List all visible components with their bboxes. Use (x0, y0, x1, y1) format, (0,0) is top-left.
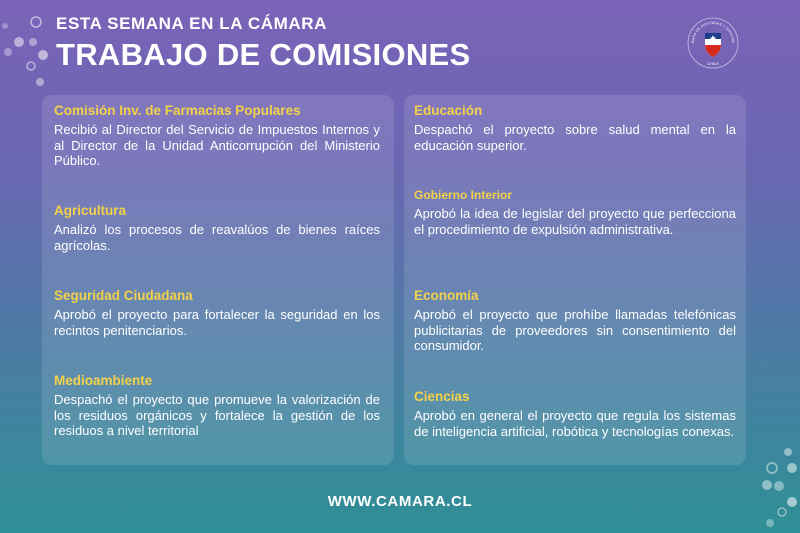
right-panel (404, 95, 746, 465)
committee-description: Despachó el proyecto sobre salud mental en la educación superior. (414, 122, 736, 153)
decorative-dots-top-left (0, 0, 60, 90)
committee-item (414, 188, 736, 237)
committee-title: Medioambiente (54, 373, 153, 388)
committee-title: Gobierno Interior (414, 188, 513, 202)
header-kicker: ESTA SEMANA EN LA CÁMARA (56, 14, 327, 33)
committee-item (54, 203, 380, 253)
committee-item (54, 103, 380, 169)
committee-description: Recibió al Director del Servicio de Impuestos Internos y al Director de la Unidad Anticorrupción del Ministerio Público. (54, 122, 380, 168)
committee-description: Aprobó en general el proyecto que regula los sistemas de inteligencia artificial, robótica y tecnologías conexas. (414, 408, 736, 439)
committee-title: Seguridad Ciudadana (54, 288, 193, 303)
committee-item (414, 103, 736, 153)
committee-description: Aprobó el proyecto que prohíbe llamadas telefónicas publicitarias de proveedores sin consentimiento del consumidor. (414, 307, 736, 353)
camara-logo (686, 16, 740, 70)
committee-title: Agricultura (54, 203, 127, 218)
logo-bottom-text: CHILE (707, 61, 719, 66)
shield-crest-icon (686, 16, 740, 70)
committee-item (414, 389, 736, 439)
committee-title: Ciencias (414, 389, 470, 404)
committee-item (54, 373, 380, 439)
committee-title: Economía (414, 288, 479, 303)
committee-item (414, 288, 736, 354)
logo-arc-text: MARA DE DIPUTADAS Y DIPUTAD (690, 20, 736, 44)
committee-title: Educación (414, 103, 483, 118)
footer-url: WWW.CAMARA.CL (327, 493, 473, 510)
committee-description: Despachó el proyecto que promueve la valorización de los residuos orgánicos y fortalece la gestión de los residuos a nivel territorial (54, 392, 380, 438)
left-panel (42, 95, 394, 465)
committee-description: Aprobó el proyecto para fortalecer la seguridad en los recintos penitenciarios. (54, 307, 380, 338)
committee-description: Analizó los procesos de reavalúos de bienes raíces agrícolas. (54, 222, 380, 253)
page-title: TRABAJO DE COMISIONES (56, 37, 471, 72)
committee-title: Comisión Inv. de Farmacias Populares (54, 103, 301, 118)
decorative-dots-bottom-right (752, 440, 800, 533)
header (56, 14, 471, 73)
committee-description: Aprobó la idea de legislar del proyecto que perfecciona el procedimiento de expulsión administrativa. (414, 206, 736, 237)
committee-item (54, 288, 380, 338)
